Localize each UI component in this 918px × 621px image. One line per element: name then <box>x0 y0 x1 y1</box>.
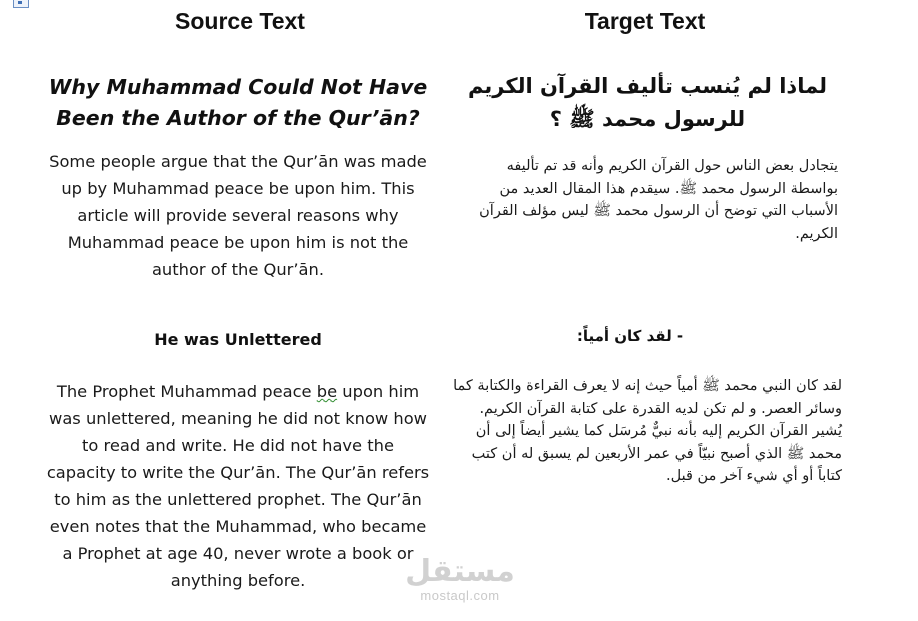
target-subheading: - لقد كان أمياً: <box>576 327 684 345</box>
grammar-marked-word: be <box>316 382 338 401</box>
source-intro: Some people argue that the Qur’ān was made up by Muhammad peace be upon him. This article will provide several reasons why Muhammad peace be upon him is not the author of the Qur’ān. <box>49 152 427 279</box>
source-title: Why Muhammad Could Not Have Been the Author of the Qur’ān? <box>48 75 428 130</box>
watermark <box>400 556 520 603</box>
target-paragraph: لقد كان النبي محمد ﷺ أمياً حيث إنه لا يعرف القراءة والكتابة كما وسائر العصر. و لم تكن لديه القدرة على كتابة القرآن الكريم. يُشير القرآن الكريم إليه بأنه نبيٌّ مُرسَل كما يشير أيضاً إلى أن محمد ﷺ الذي أصبح نبيّاً في عمر الأربعين لم يسبق له أن كتب كتاباً أو أي شيء آخر من قبل. <box>453 378 842 484</box>
source-paragraph-start: The Prophet Muhammad peace <box>56 382 317 401</box>
anchor-icon <box>13 0 29 8</box>
target-header: Target Text <box>584 8 706 34</box>
target-title: لماذا لم يُنسب تأليف القرآن الكريم للرسول محمد ﷺ ؟ <box>467 74 828 131</box>
source-paragraph <box>46 378 430 594</box>
watermark-url: mostaql.com <box>420 588 500 603</box>
source-header: Source Text <box>175 8 305 34</box>
source-subheading: He was Unlettered <box>154 330 322 349</box>
target-intro: يتجادل بعض الناس حول القرآن الكريم وأنه قد تم تأليفه بواسطة الرسول محمد ﷺ. سيقدم هذا المقال العديد من الأسباب التي توضح أن الرسول محمد ﷺ ليس مؤلف القرآن الكريم. <box>479 158 838 242</box>
watermark-logo: مستقل <box>405 554 515 589</box>
source-paragraph-rest: upon him was unlettered, meaning he did not know how to read and write. He did not have the capacity to write the Qur’ān. The Qur’ān refers to him as the unlettered prophet. The Qur’ān even notes that the Muhammad, who became a Prophet at age 40, never wrote a book or anything before. <box>46 382 430 590</box>
